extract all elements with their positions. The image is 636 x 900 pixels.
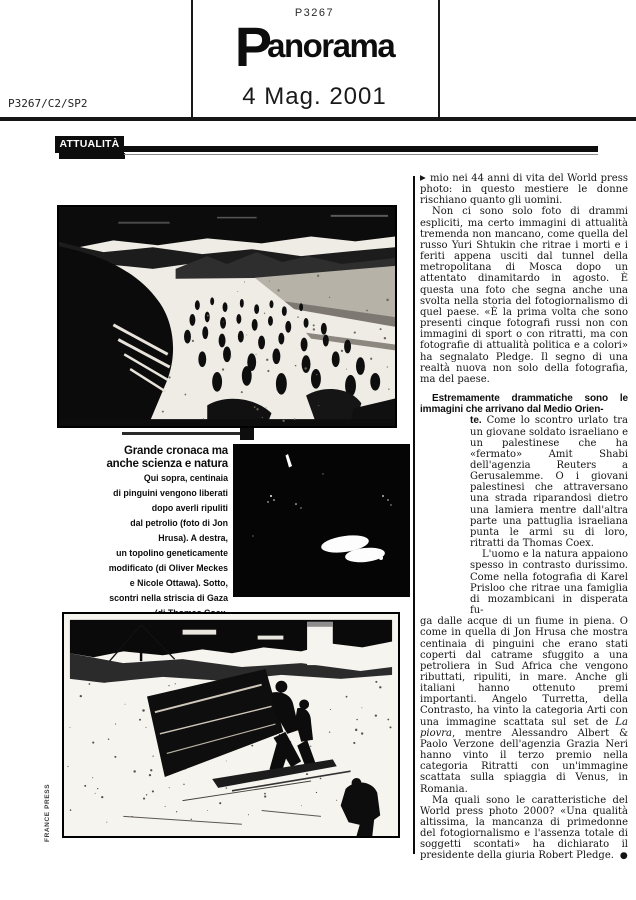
caption-title-line: Grande cronaca ma [124, 445, 228, 457]
caption-line: un topolino geneticamente [116, 548, 228, 558]
caption-line: Hrusa). A destra, [158, 533, 228, 543]
caption-title-line: anche scienza e natura [106, 457, 228, 470]
article-paragraph-text: , mentre Alessandro Albert & Paolo Verzone dell'agenzia Grazia Neri hanno vinto il terzo premio nella categoria Ritratti con un'immagine scattata sulla spiaggia di Venus, in Romania. [420, 727, 628, 795]
caption-line: modificato (di Oliver Meckes [108, 563, 228, 573]
clipping-file-code: P3267/C2/SP2 [8, 97, 88, 110]
clipping-code-top: P3267 [294, 7, 335, 19]
caption-line: Qui sopra, centinaia [143, 473, 228, 483]
header-horizontal-rule [0, 117, 636, 121]
penguins-beach-photo [57, 205, 397, 428]
mouse-photo-art [233, 444, 410, 597]
photo-agency-credit: FRANCE PRESS [44, 783, 51, 842]
article-paragraph-text: Come lo scontro urlato tra un giovane soldato israeliano e un palestinese che ha «fermato» Amit Shabi dell'agenzia Reuters a Gerusalemme. O i giovani palestinesi che attraversano una strada riparandosi dietro una lamiera mentre dall'altra parte una pattuglia israeliana punta le armi su di loro, ritratti da Thomas Coex. [470, 415, 628, 550]
article-paragraph: L'uomo e la natura appaiono spesso in contrasto durissimo. Come nella fotografia di Karel Prisloo che ritrae una famiglia di mozambicani in disperata fu- [470, 549, 628, 617]
section-label-attualita: ATTUALITÀ [55, 136, 124, 153]
caption-line: dopo averli ripuliti [151, 503, 228, 513]
article-paragraph-text: ga dalle acque di un fiume in piena. O come in quella di Jon Hrusa che mostra centinaia di pinguini che erano stati coperti dal catrame sfuggito a una petroliera in Sud Africa che vengono ributtati, ripuliti, in mare. Anche gli italiani hanno ottenuto premi importanti. Angelo Turretta, della Contrasto, ha vinto la categoria Arti con una immagine scattata sul set de [420, 616, 628, 728]
header-box-right-rule [438, 0, 440, 117]
article-paragraph-text: Ma quali sono le caratteristiche del World press photo 2000? «Una qualità altissima, la mancanza di primedonne del fotogiornalismo e l'assenza totale di soggetti scontati» ha dichiarato il presidente della giuria Robert Pledge. [420, 794, 628, 862]
caption-line: di pinguini vengono liberati [113, 488, 228, 498]
caption-title [40, 445, 228, 470]
issue-date: 4 Mag. 2001 [242, 83, 387, 110]
article-end-mark: ● [619, 851, 628, 862]
section-rule-thin-line [124, 154, 598, 155]
continuation-arrow-icon: ▶ [420, 173, 427, 182]
caption-line: dal petrolio (foto di Jon [130, 518, 228, 528]
caption-leader-endpoint [240, 428, 254, 440]
gm-mouse-photo [233, 444, 410, 597]
article-paragraph [420, 795, 628, 863]
section-label-shadow-bar [59, 153, 125, 159]
panorama-logo [191, 15, 438, 78]
italic-title: La piovra [420, 716, 628, 739]
article-paragraph-text: mio nei 44 anni di vita del World press photo: in questo mestiere le donne rischiano quanto gli uomini. [420, 173, 628, 207]
caption-leader-line [122, 432, 242, 435]
penguins-photo-art [59, 207, 395, 426]
article-paragraph [420, 616, 628, 795]
article-paragraph [420, 172, 628, 206]
article-paragraph: Non ci sono solo foto di drammi espliciti, ma certo immagini di attualità tremenda non mancano, come quella del russo Yuri Shtukin che ritrae i morti e i feriti appena usciti dal tunnel della metropolitana di Mosca dopo un attentato dinamitardo in agosto. È questa una foto che segna anche una svolta nella storia del fotogiornalismo di quel paese. «È la prima volta che sono presenti cinque fotografi russi non con immagini di sport o con ritratti, ma con fotografie di attualità politica e a colori» ha segnalato Pledge. Il segno di una realtà nuova non solo della fotografia, ma del paese. [420, 206, 628, 385]
caption-line: e Nicole Ottawa). Sotto, [129, 578, 228, 588]
bold-lead-tail: te. [470, 415, 482, 427]
gaza-photo-art [64, 614, 398, 836]
article-text-column [420, 172, 628, 863]
article-bold-lead: Estremamente drammatiche sono le immagini che arrivano dal Medio Orien- [420, 392, 628, 416]
section-rule-bar [124, 146, 598, 152]
gaza-strip-photo [62, 612, 400, 838]
panorama-logo-rest: anorama [267, 27, 395, 64]
panorama-logo-initial: P [234, 15, 270, 78]
article-paragraph [470, 415, 628, 549]
article-wrapped-block [420, 415, 628, 616]
caption-line: scontri nella striscia di Gaza [109, 593, 228, 603]
column-divider-rule [413, 176, 415, 854]
white-tower [307, 622, 333, 665]
